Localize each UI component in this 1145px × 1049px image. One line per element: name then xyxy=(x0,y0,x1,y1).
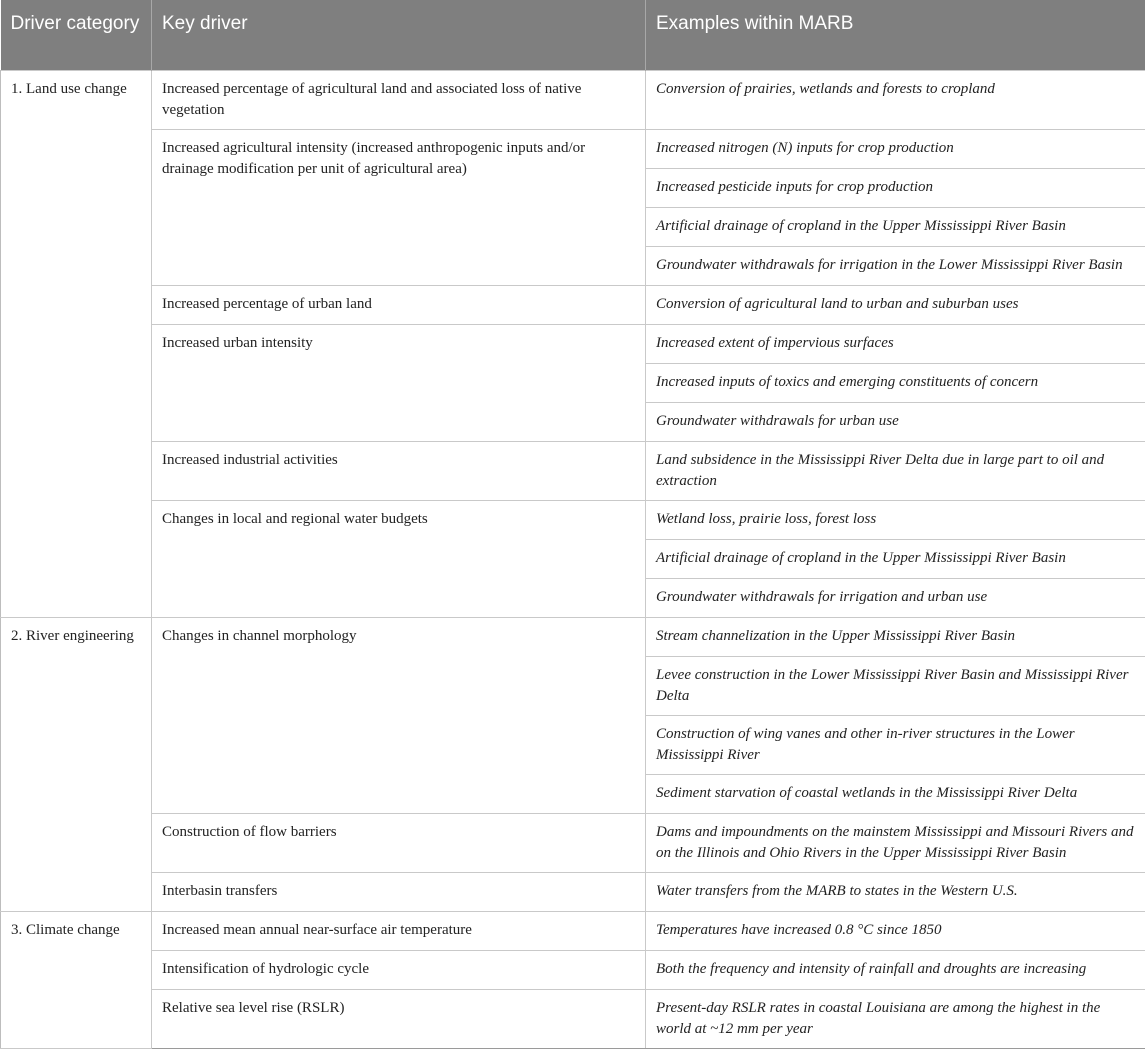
key-driver-cell: Changes in local and regional water budgets xyxy=(152,500,646,617)
example-cell: Construction of wing vanes and other in-river structures in the Lower Mississippi River xyxy=(646,715,1145,774)
example-cell: Increased inputs of toxics and emerging constituents of concern xyxy=(646,363,1145,402)
header-row xyxy=(1,0,1145,70)
example-cell: Artificial drainage of cropland in the Upper Mississippi River Basin xyxy=(646,539,1145,578)
key-driver-cell: Increased urban intensity xyxy=(152,324,646,441)
example-cell: Groundwater withdrawals for irrigation and urban use xyxy=(646,578,1145,617)
table-row xyxy=(1,617,1145,656)
example-cell: Sediment starvation of coastal wetlands in the Mississippi River Delta xyxy=(646,774,1145,813)
column-header-driver-category: Driver category xyxy=(1,0,152,70)
column-header-examples: Examples within MARB xyxy=(646,0,1145,70)
key-driver-cell: Increased percentage of agricultural land and associated loss of native vegetation xyxy=(152,70,646,129)
key-driver-cell: Increased mean annual near-surface air temperature xyxy=(152,911,646,950)
key-driver-cell: Increased industrial activities xyxy=(152,441,646,500)
key-driver-cell: Relative sea level rise (RSLR) xyxy=(152,989,646,1048)
example-cell: Increased extent of impervious surfaces xyxy=(646,324,1145,363)
key-driver-cell: Increased percentage of urban land xyxy=(152,285,646,324)
example-cell: Conversion of agricultural land to urban and suburban uses xyxy=(646,285,1145,324)
example-cell: Water transfers from the MARB to states in the Western U.S. xyxy=(646,872,1145,911)
table-row xyxy=(1,129,1145,168)
example-cell: Present-day RSLR rates in coastal Louisiana are among the highest in the world at ~12 mm per year xyxy=(646,989,1145,1048)
example-cell: Groundwater withdrawals for urban use xyxy=(646,402,1145,441)
key-driver-cell: Changes in channel morphology xyxy=(152,617,646,813)
example-cell: Dams and impoundments on the mainstem Mississippi and Missouri Rivers and on the Illinois and Ohio Rivers in the Upper Mississippi River Basin xyxy=(646,813,1145,872)
table-row xyxy=(1,70,1145,129)
key-driver-cell: Construction of flow barriers xyxy=(152,813,646,872)
example-cell: Groundwater withdrawals for irrigation in the Lower Mississippi River Basin xyxy=(646,246,1145,285)
example-cell: Land subsidence in the Mississippi River Delta due in large part to oil and extraction xyxy=(646,441,1145,500)
table-row xyxy=(1,950,1145,989)
table-row xyxy=(1,989,1145,1048)
table-row xyxy=(1,441,1145,500)
example-cell: Temperatures have increased 0.8 °C since 1850 xyxy=(646,911,1145,950)
example-cell: Increased nitrogen (N) inputs for crop production xyxy=(646,129,1145,168)
example-cell: Levee construction in the Lower Mississippi River Basin and Mississippi River Delta xyxy=(646,656,1145,715)
table-row xyxy=(1,500,1145,539)
example-cell: Conversion of prairies, wetlands and forests to cropland xyxy=(646,70,1145,129)
example-cell: Increased pesticide inputs for crop production xyxy=(646,168,1145,207)
table-row xyxy=(1,911,1145,950)
table-body xyxy=(1,70,1145,1048)
example-cell: Both the frequency and intensity of rainfall and droughts are increasing xyxy=(646,950,1145,989)
category-cell: 1. Land use change xyxy=(1,70,152,617)
table-row xyxy=(1,324,1145,363)
table-row xyxy=(1,872,1145,911)
example-cell: Stream channelization in the Upper Mississippi River Basin xyxy=(646,617,1145,656)
key-driver-cell: Interbasin transfers xyxy=(152,872,646,911)
category-cell: 2. River engineering xyxy=(1,617,152,911)
category-cell: 3. Climate change xyxy=(1,911,152,1048)
table-row xyxy=(1,285,1145,324)
example-cell: Artificial drainage of cropland in the Upper Mississippi River Basin xyxy=(646,207,1145,246)
key-driver-cell: Intensification of hydrologic cycle xyxy=(152,950,646,989)
key-driver-cell: Increased agricultural intensity (increased anthropogenic inputs and/or drainage modification per unit of agricultural area) xyxy=(152,129,646,285)
column-header-key-driver: Key driver xyxy=(152,0,646,70)
example-cell: Wetland loss, prairie loss, forest loss xyxy=(646,500,1145,539)
table-header xyxy=(1,0,1145,70)
table-row xyxy=(1,813,1145,872)
